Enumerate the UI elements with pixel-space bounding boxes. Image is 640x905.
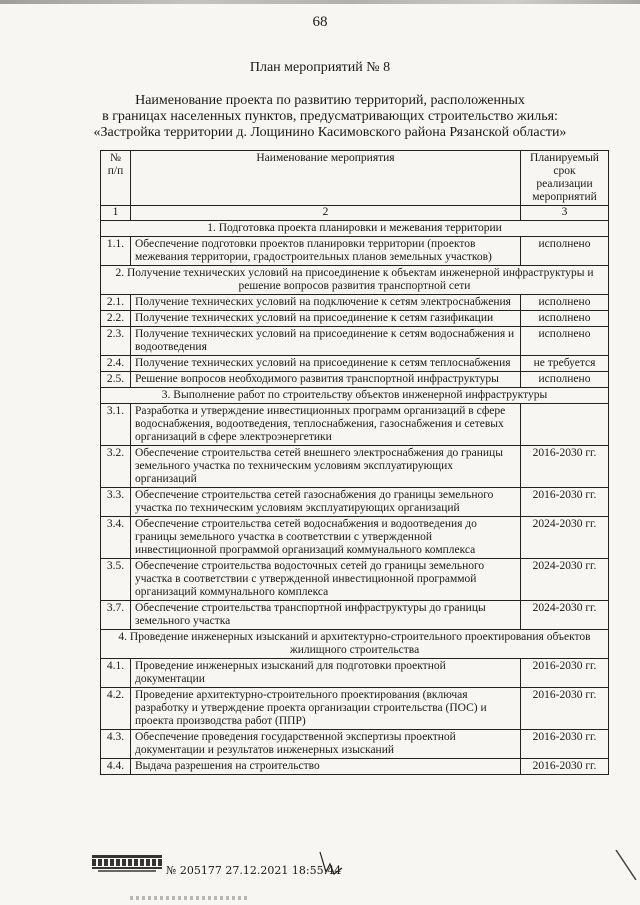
row-activity-name: Обеспечение строительства сетей внешнего электроснабжения до границы земельного участка по техническим условиям эксплуатирующих организаций	[131, 446, 521, 488]
row-number: 4.2.	[101, 688, 131, 730]
row-deadline: исполнено	[521, 372, 609, 388]
column-index: 3	[521, 206, 609, 221]
table-row	[101, 356, 609, 372]
row-deadline: 2024-2030 гг.	[521, 559, 609, 601]
project-title-line: в границах населенных пунктов, предусматривающих строительство жилья:	[102, 109, 558, 124]
table-row	[101, 688, 609, 730]
plan-title: План мероприятий № 8	[249, 60, 391, 75]
section-row	[101, 221, 609, 237]
section-title: 4. Проведение инженерных изысканий и архитектурно-строительного проектирования объектов жилищного строительства	[101, 630, 609, 659]
table-row	[101, 311, 609, 327]
row-number: 2.3.	[101, 327, 131, 356]
row-activity-name: Получение технических условий на присоединение к сетям водоснабжения и водоотведения	[131, 327, 521, 356]
column-index-row	[101, 206, 609, 221]
row-number: 2.2.	[101, 311, 131, 327]
row-deadline: исполнено	[521, 327, 609, 356]
row-number: 3.7.	[101, 601, 131, 630]
row-deadline: 2016-2030 гг.	[521, 730, 609, 759]
signature-mark-icon	[312, 850, 348, 878]
row-deadline: исполнено	[521, 311, 609, 327]
header-date-line: Планируемый	[530, 152, 599, 164]
plan-table	[100, 150, 609, 775]
row-activity-name: Получение технических условий на присоединение к сетям газификации	[131, 311, 521, 327]
page-edge-artifact	[610, 850, 640, 880]
table-row	[101, 295, 609, 311]
row-activity-name: Выдача разрешения на строительство	[131, 759, 521, 775]
row-deadline: 2024-2030 гг.	[521, 517, 609, 559]
page-number: 68	[312, 14, 328, 30]
row-number: 4.1.	[101, 659, 131, 688]
row-activity-name: Проведение инженерных изысканий для подготовки проектной документации	[131, 659, 521, 688]
row-activity-name: Обеспечение строительства сетей газоснабжения до границы земельного участка по техническим условиям эксплуатирующих организаций	[131, 488, 521, 517]
scan-noise-artifact	[130, 896, 250, 900]
table-row	[101, 404, 609, 446]
row-number: 3.1.	[101, 404, 131, 446]
column-index: 2	[131, 206, 521, 221]
scan-edge-artifact	[0, 0, 640, 4]
row-activity-name: Решение вопросов необходимого развития транспортной инфраструктуры	[131, 372, 521, 388]
table-row	[101, 759, 609, 775]
table-row	[101, 730, 609, 759]
section-row	[101, 266, 609, 295]
row-activity-name: Обеспечение строительства сетей водоснабжения и водоотведения до границы земельного участка в соответствии с утвержденной инвестиционной программой организаций коммунального комплекса	[131, 517, 521, 559]
row-activity-name: Обеспечение проведения государственной экспертизы проектной документации и результатов инженерных изысканий	[131, 730, 521, 759]
row-deadline	[521, 404, 609, 446]
header-date-line: мероприятий	[532, 191, 597, 203]
row-deadline: не требуется	[521, 356, 609, 372]
row-deadline: 2016-2030 гг.	[521, 446, 609, 488]
header-date	[521, 151, 609, 206]
table-row	[101, 372, 609, 388]
table-header-row	[101, 151, 609, 206]
section-title: 2. Получение технических условий на присоединение к объектам инженерной инфраструктуры и решение вопросов развития транспортной сети	[101, 266, 609, 295]
project-title	[70, 93, 590, 141]
document-registration-id: № 205177 27.12.2021 18:55:44	[166, 864, 342, 877]
row-deadline: 2016-2030 гг.	[521, 488, 609, 517]
header-num	[101, 151, 131, 206]
row-number: 4.3.	[101, 730, 131, 759]
column-index: 1	[101, 206, 131, 221]
row-activity-name: Получение технических условий на присоединение к сетям теплоснабжения	[131, 356, 521, 372]
table-row	[101, 601, 609, 630]
row-activity-name: Обеспечение строительства транспортной инфраструктуры до границы земельного участка	[131, 601, 521, 630]
header-name: Наименование мероприятия	[131, 151, 521, 206]
row-activity-name: Обеспечение строительства водосточных сетей до границы земельного участка в соответствии с утвержденной инвестиционной программой организаций коммунального комплекса	[131, 559, 521, 601]
row-number: 3.2.	[101, 446, 131, 488]
row-number: 1.1.	[101, 237, 131, 266]
section-title: 1. Подготовка проекта планировки и межевания территории	[101, 221, 609, 237]
section-row	[101, 388, 609, 404]
row-deadline: исполнено	[521, 295, 609, 311]
header-num-line: №	[110, 152, 121, 164]
row-number: 2.1.	[101, 295, 131, 311]
row-activity-name: Разработка и утверждение инвестиционных программ организаций в сфере водоснабжения, водоотведения, теплоснабжения, газоснабжения и сетевых организаций в сфере электроэнергетики	[131, 404, 521, 446]
row-number: 3.4.	[101, 517, 131, 559]
row-activity-name: Проведение архитектурно-строительного проектирования (включая разработку и утверждение проекта организации строительства (ПОС) и проекта производства работ (ППР)	[131, 688, 521, 730]
table-row	[101, 488, 609, 517]
row-number: 4.4.	[101, 759, 131, 775]
table-row	[101, 659, 609, 688]
row-number: 2.4.	[101, 356, 131, 372]
registry-stamp-icon	[88, 853, 166, 873]
row-deadline: 2016-2030 гг.	[521, 659, 609, 688]
table-row	[101, 446, 609, 488]
table-row	[101, 237, 609, 266]
row-number: 3.5.	[101, 559, 131, 601]
table-row	[101, 517, 609, 559]
project-title-line: Наименование проекта по развитию территорий, расположенных	[135, 93, 525, 108]
header-date-line: срок реализации	[536, 165, 593, 190]
row-number: 2.5.	[101, 372, 131, 388]
row-deadline: 2016-2030 гг.	[521, 688, 609, 730]
header-num-line: п/п	[107, 165, 124, 177]
row-number: 3.3.	[101, 488, 131, 517]
row-activity-name: Получение технических условий на подключение к сетям электроснабжения	[131, 295, 521, 311]
project-title-line: «Застройка территории д. Лощинино Касимовского района Рязанской области»	[93, 125, 567, 140]
section-title: 3. Выполнение работ по строительству объектов инженерной инфраструктуры	[101, 388, 609, 404]
table-row	[101, 559, 609, 601]
row-deadline: 2016-2030 гг.	[521, 759, 609, 775]
row-deadline: исполнено	[521, 237, 609, 266]
table-row	[101, 327, 609, 356]
section-row	[101, 630, 609, 659]
row-deadline: 2024-2030 гг.	[521, 601, 609, 630]
row-activity-name: Обеспечение подготовки проектов планировки территории (проектов межевания территории, градостроительных планов земельных участков)	[131, 237, 521, 266]
plan-table-body	[101, 221, 609, 775]
